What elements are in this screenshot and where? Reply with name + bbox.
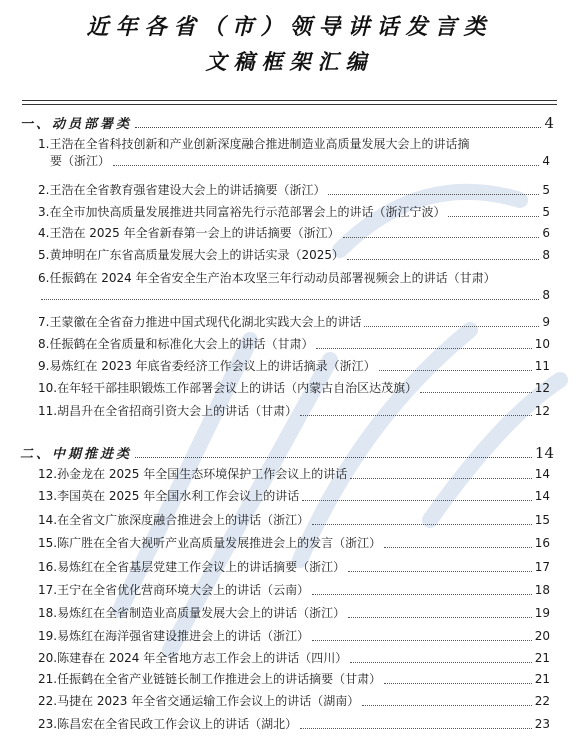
- toc-entry[interactable]: [38, 403, 550, 420]
- toc-page-number: 16: [534, 536, 550, 550]
- toc-page-number: 5: [542, 205, 550, 219]
- dot-leader: [312, 640, 532, 641]
- toc-entry-title: 14.在全省文广旅深度融合推进会上的讲话（浙江）: [38, 513, 310, 527]
- toc-entry[interactable]: [38, 693, 550, 710]
- document-title: 近年各省（市）领导讲话发言类: [86, 14, 493, 40]
- toc-entry-title: 18.易炼红在全省制造业高质量发展大会上的讲话（浙江）: [38, 606, 346, 620]
- toc-entry[interactable]: [38, 605, 550, 622]
- toc-entry-row: [38, 358, 550, 375]
- toc-entry-row: [38, 716, 550, 733]
- toc-entry-title: 17.王宁在全省优化营商环境大会上的讲话（云南）: [38, 583, 310, 597]
- dot-leader: [384, 683, 532, 684]
- toc-page-number: 11: [534, 359, 550, 373]
- title-divider-thin: [22, 104, 557, 105]
- toc-page-number: 15: [534, 513, 550, 527]
- toc-entry[interactable]: [38, 314, 550, 331]
- toc-entry[interactable]: [38, 247, 550, 264]
- toc-page-number: 18: [534, 583, 550, 597]
- dot-leader: [350, 662, 531, 663]
- dot-leader: [316, 348, 531, 349]
- toc-entry[interactable]: [38, 204, 550, 221]
- toc-page-number: 5: [542, 183, 550, 197]
- toc-entry-title: 22.马捷在 2023 年全省交通运输工作会议上的讲话（湖南）: [38, 694, 360, 708]
- toc-entry-title: 5.黄坤明在广东省高质量发展大会上的讲话实录（2025）: [38, 248, 344, 262]
- toc-entry[interactable]: [38, 671, 550, 688]
- dot-leader: [384, 547, 532, 548]
- toc-entry-title: 13.李国英在 2025 年全国水利工作会议上的讲话: [38, 489, 300, 503]
- toc-entry-title: 1.王浩在全省科技创新和产业创新深度融合推进制造业高质量发展大会上的讲话摘: [38, 137, 470, 151]
- toc-entry[interactable]: [38, 535, 550, 552]
- toc-entry-row: [38, 247, 550, 264]
- dot-leader: [348, 617, 532, 618]
- section-page-number: 4: [544, 114, 554, 132]
- toc-page-number: 8: [542, 248, 550, 262]
- dot-leader: [348, 571, 532, 572]
- toc-entry[interactable]: [38, 182, 550, 199]
- toc-entry-title: 15.陈广胜在全省大视听产业高质量发展推进会上的发言（浙江）: [38, 536, 382, 550]
- toc-entry-title: 要（浙江）: [50, 154, 111, 168]
- toc-entry-title: 3.在全市加快高质量发展推进共同富裕先行示范部署会上的讲话（浙江宁波）: [38, 205, 446, 219]
- dot-leader: [302, 500, 531, 501]
- toc-entry[interactable]: [38, 336, 550, 353]
- toc-page-number: 12: [534, 404, 550, 418]
- toc-page-number: 12: [534, 381, 550, 395]
- toc-entry-row: [38, 314, 550, 331]
- dot-leader: [379, 370, 532, 371]
- toc-page-number: 21: [534, 672, 550, 686]
- toc-page-number: 4: [542, 154, 550, 168]
- toc-entry-title: 9.易炼红在 2023 年底省委经济工作会议上的讲话摘录（浙江）: [38, 359, 376, 373]
- toc-page-number: 21: [534, 651, 550, 665]
- toc-entry-title: 11.胡昌升在全省招商引资大会上的讲话（甘肃）: [38, 404, 298, 418]
- dot-leader: [312, 594, 532, 595]
- toc-entry-title: 23.陈昌宏在全省民政工作会议上的讲话（湖北）: [38, 717, 298, 731]
- toc-entry-row: [38, 605, 550, 622]
- toc-entry-title: 7.王蒙徽在全省奋力推进中国式现代化湖北实践大会上的讲话: [38, 315, 362, 329]
- section-page-number: 14: [534, 444, 554, 462]
- toc-entry-title: 21.任振鹤在全省产业链链长制工作推进会上的讲话摘要（甘肃）: [38, 672, 382, 686]
- toc-entry-row: [38, 559, 550, 576]
- toc-entry[interactable]: [38, 466, 550, 483]
- toc-entry[interactable]: [38, 582, 550, 599]
- toc-entry-line: [38, 136, 550, 153]
- dot-leader: [113, 165, 539, 166]
- toc-entry-title: 12.孙金龙在 2025 年全国生态环境保护工作会议上的讲话: [38, 467, 348, 481]
- toc-page-number: 14: [534, 489, 550, 503]
- toc-page-number: 9: [542, 315, 550, 329]
- section-heading[interactable]: [20, 442, 554, 462]
- toc-entry[interactable]: [38, 270, 550, 304]
- toc-entry-row: [38, 512, 550, 529]
- toc-entry-row: [38, 153, 550, 170]
- toc-entry[interactable]: [38, 136, 550, 170]
- toc-entry-row: [38, 225, 550, 242]
- toc-page-number: 8: [542, 288, 550, 302]
- dot-leader: [300, 728, 532, 729]
- toc-entry-title: 16.易炼红在全省基层党建工作会议上的讲话摘要（浙江）: [38, 560, 346, 574]
- dot-leader: [347, 259, 539, 260]
- toc-page-number: 23: [534, 717, 550, 731]
- toc-entry[interactable]: [38, 512, 550, 529]
- toc-entry-title: 6.任振鹤在 2024 年全省安全生产治本攻坚三年行动动员部署视频会上的讲话（甘肃）: [38, 271, 496, 285]
- section-label: 二、中期推进类: [20, 447, 133, 462]
- toc-page-number: 22: [534, 694, 550, 708]
- toc-page-number: 19: [534, 606, 550, 620]
- toc-entry-row: [38, 488, 550, 505]
- toc-page-number: 20: [534, 629, 550, 643]
- dot-leader: [362, 705, 531, 706]
- toc-entry[interactable]: [38, 559, 550, 576]
- dot-leader: [364, 326, 539, 327]
- toc-entry[interactable]: [38, 225, 550, 242]
- toc-entry-row: [38, 466, 550, 483]
- section-label: 一、动员部署类: [20, 117, 133, 132]
- dot-leader: [448, 216, 539, 217]
- toc-entry-row: [38, 671, 550, 688]
- toc-entry-row: [38, 287, 550, 304]
- toc-entry-row: [38, 535, 550, 552]
- toc-entry-row: [38, 628, 550, 645]
- toc-entry-row: [38, 693, 550, 710]
- toc-entry[interactable]: [38, 380, 550, 397]
- toc-entry-row: [38, 380, 550, 397]
- title-divider: [22, 100, 557, 101]
- toc-entry-row: [38, 204, 550, 221]
- dot-leader: [135, 457, 532, 458]
- section-heading[interactable]: [20, 112, 554, 132]
- dot-leader: [350, 478, 531, 479]
- toc-entry-title: 10.在年轻干部挂职锻炼工作部署会议上的讲话（内蒙古自治区达茂旗）: [38, 381, 418, 395]
- dot-leader: [420, 392, 532, 393]
- toc-page-number: 14: [534, 467, 550, 481]
- dot-leader: [328, 194, 539, 195]
- toc-page-number: 10: [534, 337, 550, 351]
- toc-entry[interactable]: [38, 650, 550, 667]
- toc-entry[interactable]: [38, 628, 550, 645]
- toc-entry[interactable]: [38, 488, 550, 505]
- toc-entry-title: 19.易炼红在海洋强省建设推进会上的讲话（浙江）: [38, 629, 310, 643]
- toc-entry-title: 4.王浩在 2025 年全省新春第一会上的讲话摘要（浙江）: [38, 226, 340, 240]
- dot-leader: [135, 127, 541, 128]
- toc-entry-row: [38, 582, 550, 599]
- toc-entry[interactable]: [38, 716, 550, 733]
- toc-entry-line: [38, 270, 550, 287]
- toc-entry-title: 8.任振鹤在全省质量和标准化大会上的讲话（甘肃）: [38, 337, 314, 351]
- toc-page-number: 6: [542, 226, 550, 240]
- toc-entry-row: [38, 336, 550, 353]
- dot-leader: [312, 524, 532, 525]
- toc-page-number: 17: [534, 560, 550, 574]
- toc-entry-row: [38, 403, 550, 420]
- toc-entry-title: 20.陈建春在 2024 年全省地方志工作会上的讲话（四川）: [38, 651, 348, 665]
- dot-leader: [343, 237, 540, 238]
- dot-leader: [300, 415, 532, 416]
- document-subtitle: 文稿框架汇编: [205, 49, 374, 74]
- toc-entry-title: 2.王浩在全省教育强省建设大会上的讲话摘要（浙江）: [38, 183, 326, 197]
- toc-entry-row: [38, 650, 550, 667]
- dot-leader: [41, 299, 539, 300]
- toc-entry[interactable]: [38, 358, 550, 375]
- toc-entry-row: [38, 182, 550, 199]
